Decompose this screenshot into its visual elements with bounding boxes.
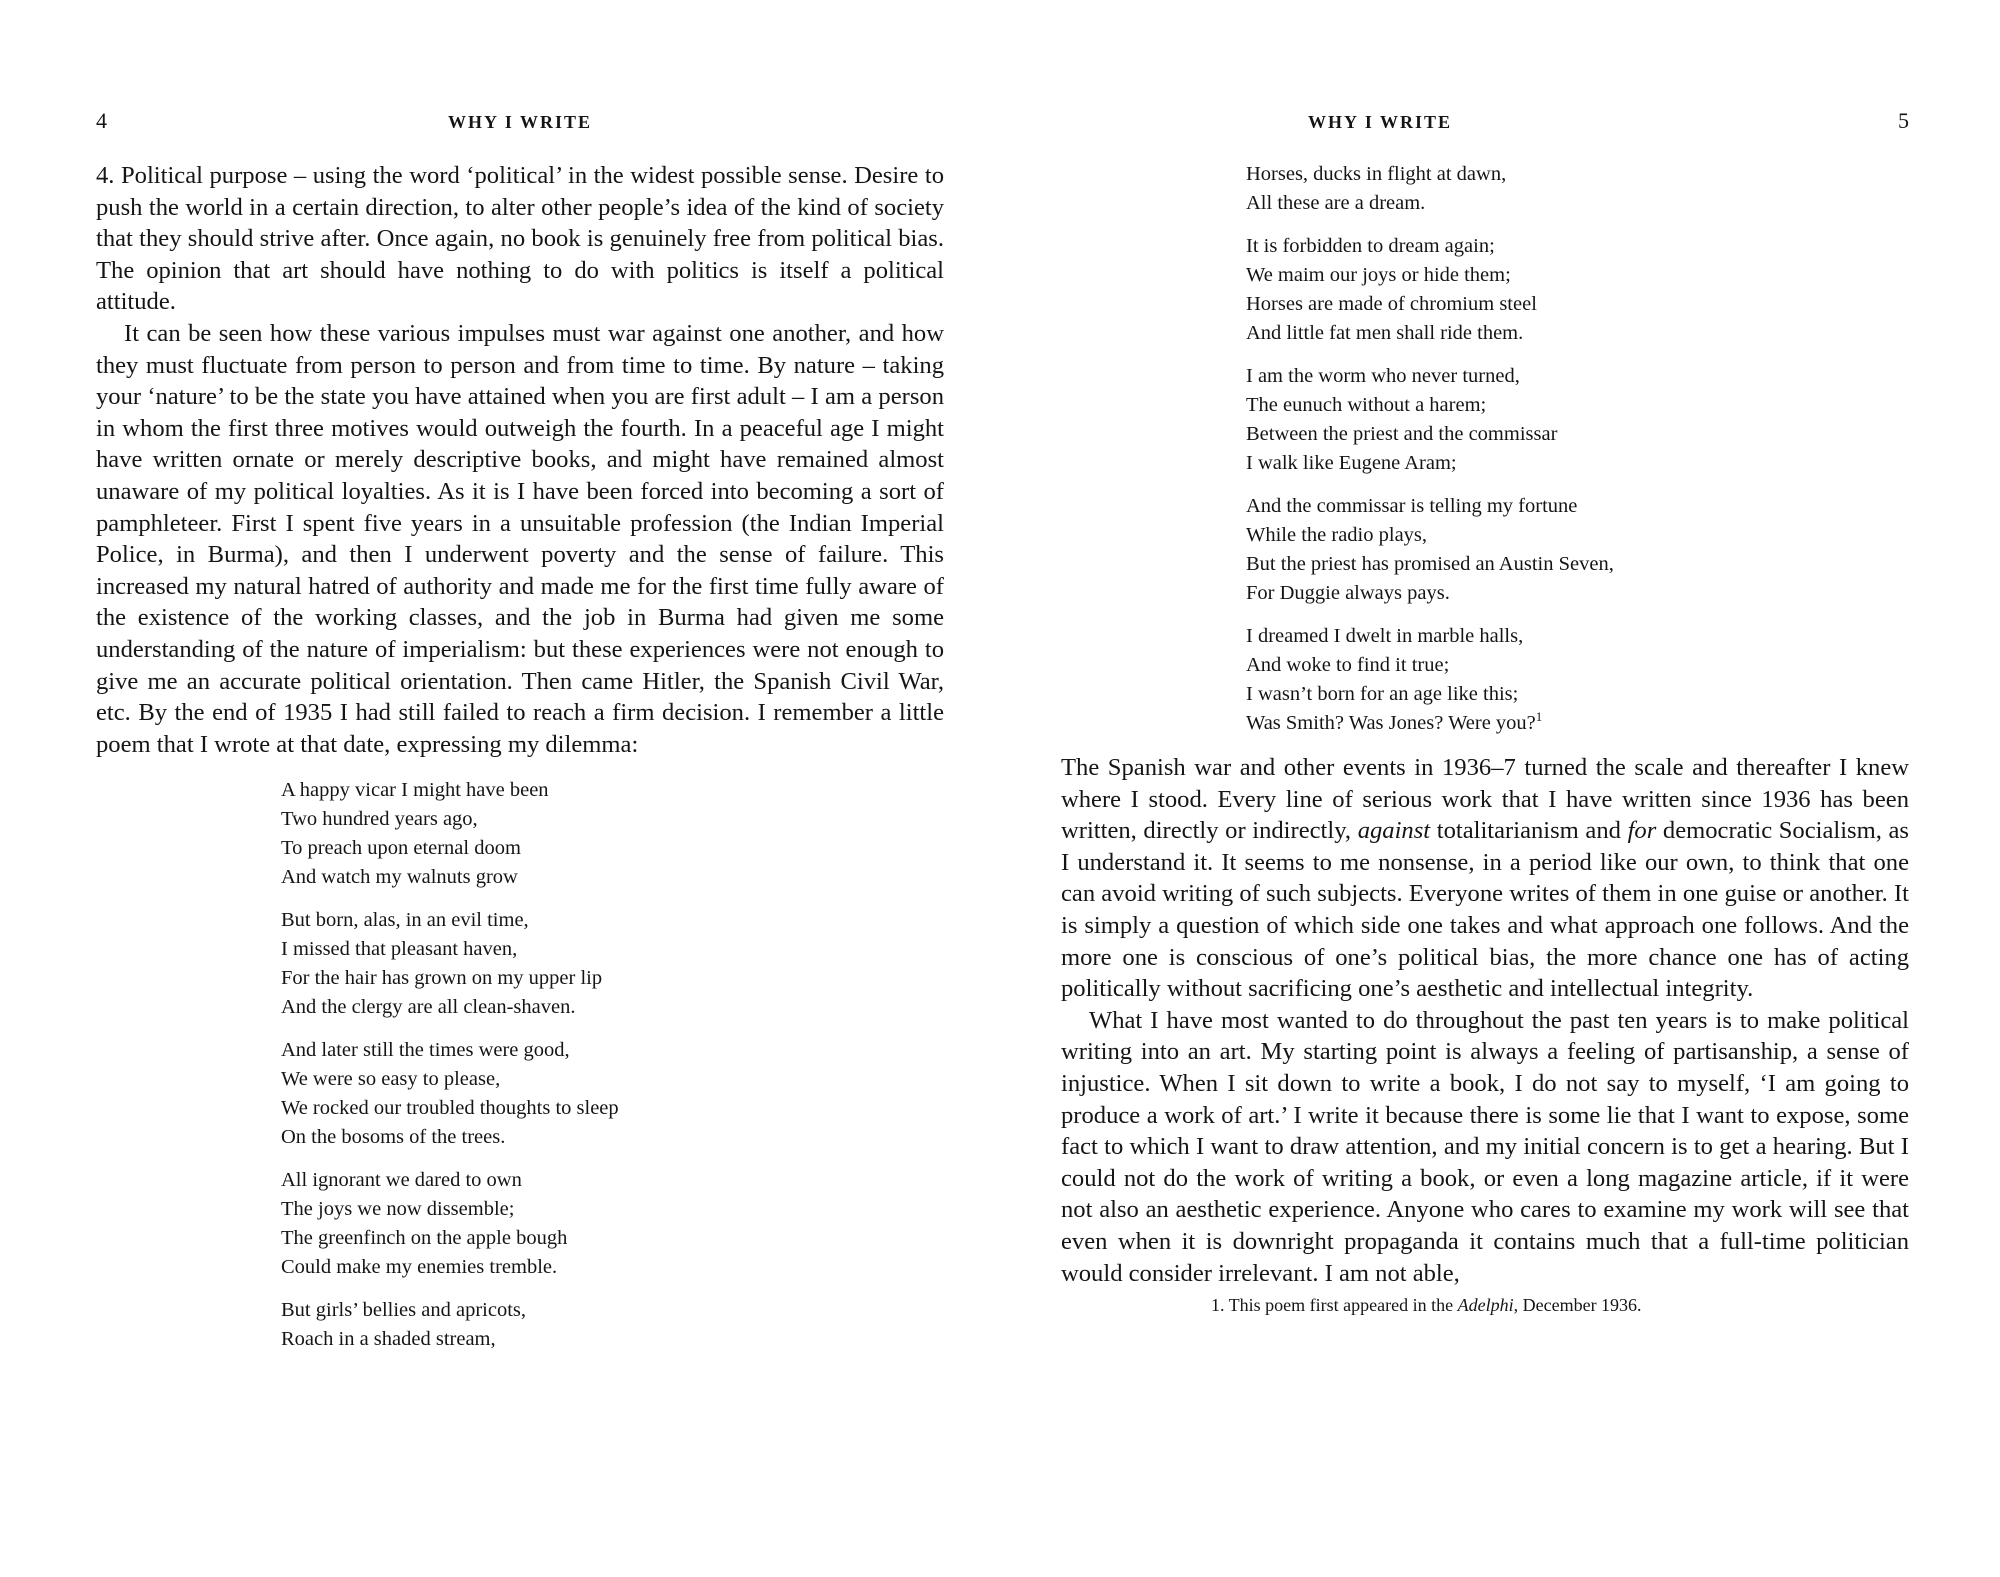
- poem-line: Two hundred years ago,: [281, 808, 478, 831]
- poem-line: I dreamed I dwelt in marble halls,: [1246, 625, 1524, 647]
- poem-stanza: [281, 906, 944, 1022]
- right-paragraph-1: [1061, 752, 1909, 1005]
- right-paragraph-1-part-a: The Spanish war and other events in 1936–7 turned the scale and thereafter I knew where I stood. Every line of serious work that I have written since 1936 has been written, directly or indirectly,: [1061, 754, 1909, 845]
- left-page-number: 4: [96, 108, 107, 133]
- left-poem: [281, 776, 944, 1354]
- footnote-marker: 1: [1535, 709, 1543, 725]
- poem-line: The greenfinch on the apple bough: [281, 1227, 568, 1250]
- right-running-title: WHY I WRITE: [1307, 112, 1453, 132]
- poem-line: I walk like Eugene Aram;: [1246, 452, 1457, 474]
- poem-line: Horses are made of chromium steel: [1246, 293, 1537, 315]
- right-poem: [1246, 160, 1909, 738]
- poem-line: Roach in a shaded stream,: [281, 1328, 496, 1351]
- right-paragraph-2: What I have most wanted to do throughout the past ten years is to make political writing into an art. My starting point is always a feeling of partisanship, a sense of injustice. When I sit down to write a book, I do not say to myself, ‘I am going to produce a work of art.’ I write it because there is some lie that I want to expose, some fact to which I want to draw attention, and my initial concern is to get a hearing. But I could not do the work of writing a book, or even a long magazine article, if it were not also an aesthetic experience. Anyone who cares to examine my work will see that even when it is downright propaganda it contains much that a full-time politician would consider irrelevant. I am not able,: [1061, 1006, 1909, 1287]
- left-running-head: [96, 108, 944, 140]
- poem-line: We maim our joys or hide them;: [1246, 264, 1511, 286]
- poem-line: But born, alas, in an evil time,: [281, 909, 529, 932]
- footnote-journal: Adelphi: [1457, 1295, 1514, 1316]
- poem-line: I missed that pleasant haven,: [281, 938, 518, 961]
- left-running-title: WHY I WRITE: [447, 112, 593, 132]
- poem-line: All ignorant we dared to own: [281, 1169, 522, 1192]
- poem-line: And the clergy are all clean-shaven.: [281, 996, 576, 1019]
- poem-line-text: Was Smith? Was Jones? Were you?: [1246, 712, 1536, 734]
- poem-line: I wasn’t born for an age like this;: [1246, 683, 1519, 705]
- poem-line: And little fat men shall ride them.: [1246, 322, 1524, 344]
- poem-line: The joys we now dissemble;: [281, 1198, 515, 1221]
- emphasis-for: for: [1627, 817, 1657, 845]
- right-paragraph-1-part-b: totalitarianism and: [1436, 817, 1621, 845]
- poem-stanza: [281, 1296, 944, 1354]
- poem-line: The eunuch without a harem;: [1246, 394, 1487, 416]
- footnote-text-b: , December 1936.: [1513, 1295, 1642, 1316]
- poem-stanza: [1246, 160, 1909, 218]
- poem-stanza: [1246, 492, 1909, 608]
- poem-line: We were so easy to please,: [281, 1068, 501, 1091]
- footnote-text-a: 1. This poem first appeared in the: [1211, 1295, 1454, 1316]
- left-page: [96, 108, 944, 1354]
- poem-line: For the hair has grown on my upper lip: [281, 967, 603, 990]
- poem-line: I am the worm who never turned,: [1246, 365, 1520, 387]
- poem-line: But the priest has promised an Austin Seven,: [1246, 553, 1614, 575]
- poem-stanza: [281, 1166, 944, 1282]
- poem-line: And later still the times were good,: [281, 1039, 570, 1062]
- poem-line: And woke to find it true;: [1246, 654, 1450, 676]
- poem-line: Could make my enemies tremble.: [281, 1256, 558, 1279]
- poem-stanza: [281, 1036, 944, 1152]
- footnote: [1061, 1293, 1909, 1317]
- poem-line: But girls’ bellies and apricots,: [281, 1299, 526, 1322]
- poem-line: We rocked our troubled thoughts to sleep: [281, 1097, 619, 1120]
- poem-line: Between the priest and the commissar: [1246, 423, 1558, 445]
- poem-line: All these are a dream.: [1246, 192, 1426, 214]
- poem-line: On the bosoms of the trees.: [281, 1126, 506, 1149]
- poem-line: It is forbidden to dream again;: [1246, 235, 1495, 257]
- poem-line: And watch my walnuts grow: [281, 866, 518, 889]
- poem-line: While the radio plays,: [1246, 524, 1428, 546]
- right-running-head: [1061, 108, 1909, 140]
- poem-line: Horses, ducks in flight at dawn,: [1246, 163, 1507, 185]
- poem-line: To preach upon eternal doom: [281, 837, 521, 860]
- left-paragraph-1: 4. Political purpose – using the word ‘political’ in the widest possible sense. Desire to push the world in a certain direction, to alter other people’s idea of the kind of society that they should strive after. Once again, no book is genuinely free from political bias. The opinion that art should have nothing to do with politics is itself a political attitude.: [96, 162, 944, 316]
- poem-line: And the commissar is telling my fortune: [1246, 495, 1578, 517]
- poem-line: [1246, 709, 1909, 738]
- poem-stanza: [1246, 232, 1909, 348]
- poem-stanza: [281, 776, 944, 892]
- poem-line: A happy vicar I might have been: [281, 779, 549, 802]
- right-paragraph-1-part-c: democratic Socialism, as I understand it. It seems to me nonsense, in a period like our own, to think that one can avoid writing of such subjects. Everyone writes of them in one guise or another. It is simply a question of which side one takes and what approach one follows. And the more one is conscious of one’s political bias, the more chance one has of acting politically without sacrificing one’s aesthetic and intellectual integrity.: [1061, 817, 1910, 1003]
- emphasis-against: against: [1357, 817, 1431, 845]
- left-paragraph-2: It can be seen how these various impulses must war against one another, and how they must fluctuate from person to person and from time to time. By nature – taking your ‘nature’ to be the state you have attained when you are first adult – I am a person in whom the first three motives would outweigh the fourth. In a peaceful age I might have written ornate or merely descriptive books, and might have remained almost unaware of my political loyalties. As it is I have been forced into becoming a sort of pamphleteer. First I spent five years in a unsuitable profession (the Indian Imperial Police, in Burma), and then I underwent poverty and the sense of failure. This increased my natural hatred of authority and made me for the first time fully aware of the existence of the working classes, and the job in Burma had given me some understanding of the nature of imperialism: but these experiences were not enough to give me an accurate political orientation. Then came Hitler, the Spanish Civil War, etc. By the end of 1935 I had still failed to reach a firm decision. I remember a little poem that I wrote at that date, expressing my dilemma:: [96, 319, 944, 758]
- poem-stanza: [1246, 622, 1909, 738]
- right-page-number: 5: [1898, 108, 1909, 133]
- poem-line: For Duggie always pays.: [1246, 582, 1450, 604]
- right-page: [1061, 108, 1909, 1317]
- poem-stanza: [1246, 362, 1909, 478]
